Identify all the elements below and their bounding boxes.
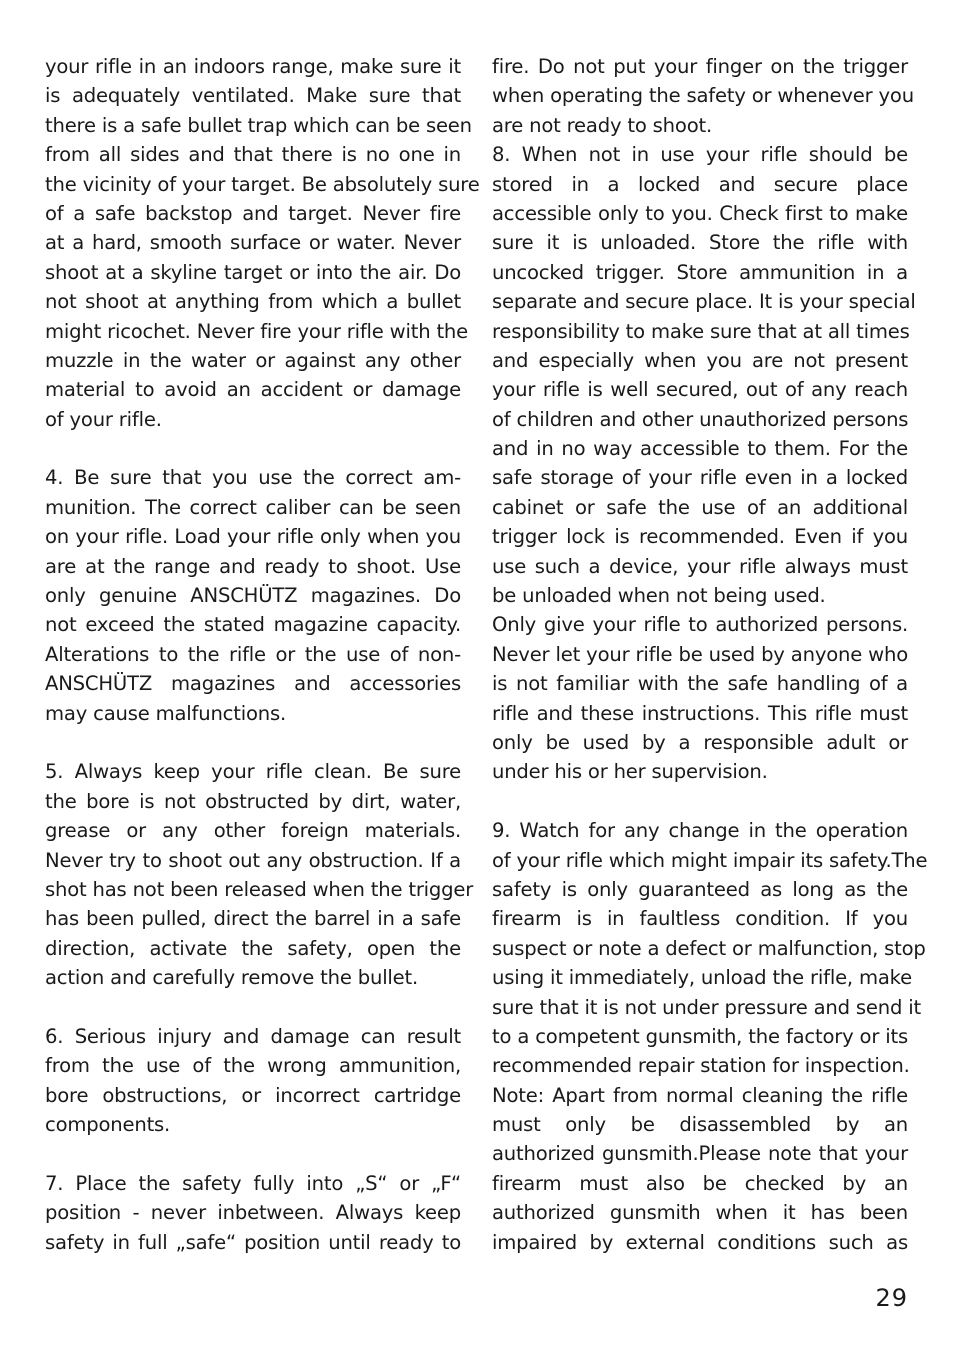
- text-line: material to avoid an accident or damage: [45, 378, 461, 402]
- text-line: grease or any other foreign materials.: [45, 819, 461, 843]
- text-line: of children and other unauthorized persons: [492, 407, 909, 431]
- text-line: are not ready to shoot.: [492, 113, 712, 137]
- text-line: is adequately ventilated. Make sure that: [45, 84, 461, 108]
- text-line: safe storage of your rifle even in a locked: [492, 466, 908, 490]
- paragraph-gap: [45, 434, 461, 463]
- text-line: not exceed the stated magazine capacity.: [45, 613, 461, 637]
- text-line: separate and secure place. It is your special: [492, 290, 916, 314]
- text-line: Only give your rifle to authorized persons.: [492, 613, 908, 637]
- text-line: suspect or note a defect or malfunction, stop: [492, 936, 926, 960]
- text-line: firearm must also be checked by an: [492, 1171, 908, 1195]
- text-line: munition. The correct caliber can be seen: [45, 495, 461, 519]
- text-line: Note: Apart from normal cleaning the rifle: [492, 1083, 908, 1107]
- text-line: Never let your rifle be used by anyone who: [492, 642, 908, 666]
- text-line: from the use of the wrong ammunition,: [45, 1054, 461, 1078]
- text-line: rifle and these instructions. This rifle must: [492, 701, 908, 725]
- text-line: has been pulled, direct the barrel in a safe: [45, 907, 461, 931]
- text-line: cabinet or safe the use of an additional: [492, 495, 908, 519]
- text-line: authorized gunsmith.Please note that your: [492, 1142, 908, 1166]
- text-line: may cause malfunctions.: [45, 701, 287, 725]
- text-line: shot has not been released when the trigger: [45, 877, 474, 901]
- text-line: from all sides and that there is no one in: [45, 143, 461, 167]
- text-line: not shoot at anything from which a bullet: [45, 290, 461, 314]
- text-line: and in no way accessible to them. For the: [492, 437, 908, 461]
- text-line: sure that it is not under pressure and send it: [492, 995, 921, 1019]
- text-line: might ricochet. Never fire your rifle with the: [45, 319, 469, 343]
- text-line: muzzle in the water or against any other: [45, 348, 461, 372]
- text-line: action and carefully remove the bullet.: [45, 966, 419, 990]
- text-line: safety in full „safe“ position until ready to: [45, 1230, 461, 1254]
- text-line: 5. Always keep your rifle clean. Be sure: [45, 760, 461, 784]
- paragraph-gap: [45, 728, 461, 757]
- text-line: be unloaded when not being used.: [492, 584, 826, 608]
- text-line: must only be disassembled by an: [492, 1113, 908, 1137]
- text-line: impaired by external conditions such as: [492, 1230, 908, 1254]
- text-line: fire. Do not put your finger on the trigger: [492, 55, 908, 78]
- text-line: on your rifle. Load your rifle only when you: [45, 525, 461, 549]
- page-number: 29: [875, 1284, 908, 1312]
- right-text-column: [492, 52, 928, 1257]
- text-line: sure it is unloaded. Store the rifle with: [492, 231, 908, 255]
- text-line: are at the range and ready to shoot. Use: [45, 554, 461, 578]
- text-line: using it immediately, unload the rifle, make: [492, 966, 912, 990]
- paragraph-gap: [45, 993, 461, 1022]
- paragraph-gap: [492, 787, 908, 816]
- text-line: ANSCHÜTZ magazines and accessories: [45, 672, 461, 696]
- text-line: of a safe backstop and target. Never fire: [45, 201, 461, 225]
- text-line: of your rifle.: [45, 407, 162, 431]
- text-line: use such a device, your rifle always must: [492, 554, 908, 578]
- text-line: firearm is in faultless condition. If you: [492, 907, 908, 931]
- text-line: and especially when you are not present: [492, 348, 908, 372]
- text-line: authorized gunsmith when it has been: [492, 1201, 908, 1225]
- text-line: your rifle in an indoors range, make sure it: [45, 55, 461, 78]
- text-line: when operating the safety or whenever you: [492, 84, 914, 108]
- text-line: 4. Be sure that you use the correct am-: [45, 466, 461, 490]
- text-line: 9. Watch for any change in the operation: [492, 819, 908, 843]
- text-line: the vicinity of your target. Be absolutely sure: [45, 172, 480, 196]
- text-line: your rifle is well secured, out of any reach: [492, 378, 908, 402]
- text-line: at a hard, smooth surface or water. Never: [45, 231, 461, 255]
- text-line: Alterations to the rifle or the use of non-: [45, 642, 461, 666]
- text-line: direction, activate the safety, open the: [45, 936, 461, 960]
- text-line: uncocked trigger. Store ammunition in a: [492, 260, 908, 284]
- text-line: 7. Place the safety fully into „S“ or „F“: [45, 1171, 461, 1195]
- text-line: safety is only guaranteed as long as the: [492, 877, 908, 901]
- text-line: only genuine ANSCHÜTZ magazines. Do: [45, 584, 461, 608]
- text-line: components.: [45, 1113, 171, 1137]
- left-text-column: [45, 52, 480, 1257]
- text-line: 6. Serious injury and damage can result: [45, 1024, 461, 1048]
- text-line: only be used by a responsible adult or: [492, 730, 908, 754]
- text-line: accessible only to you. Check first to make: [492, 201, 908, 225]
- text-line: to a competent gunsmith, the factory or its: [492, 1024, 908, 1048]
- text-line: position - never inbetween. Always keep: [45, 1201, 461, 1225]
- text-line: stored in a locked and secure place: [492, 172, 908, 196]
- text-line: 8. When not in use your rifle should be: [492, 143, 908, 167]
- text-line: of your rifle which might impair its safety.The: [492, 848, 928, 872]
- text-line: the bore is not obstructed by dirt, water,: [45, 789, 461, 813]
- text-line: recommended repair station for inspection.: [492, 1054, 910, 1078]
- text-line: under his or her supervision.: [492, 760, 768, 784]
- text-line: trigger lock is recommended. Even if you: [492, 525, 908, 549]
- text-line: responsibility to make sure that at all times: [492, 319, 910, 343]
- paragraph-gap: [45, 1139, 461, 1168]
- text-line: shoot at a skyline target or into the air. Do: [45, 260, 461, 284]
- text-line: there is a safe bullet trap which can be seen: [45, 113, 472, 137]
- text-line: is not familiar with the safe handling of a: [492, 672, 908, 696]
- text-line: bore obstructions, or incorrect cartridge: [45, 1083, 461, 1107]
- text-line: Never try to shoot out any obstruction. If a: [45, 848, 461, 872]
